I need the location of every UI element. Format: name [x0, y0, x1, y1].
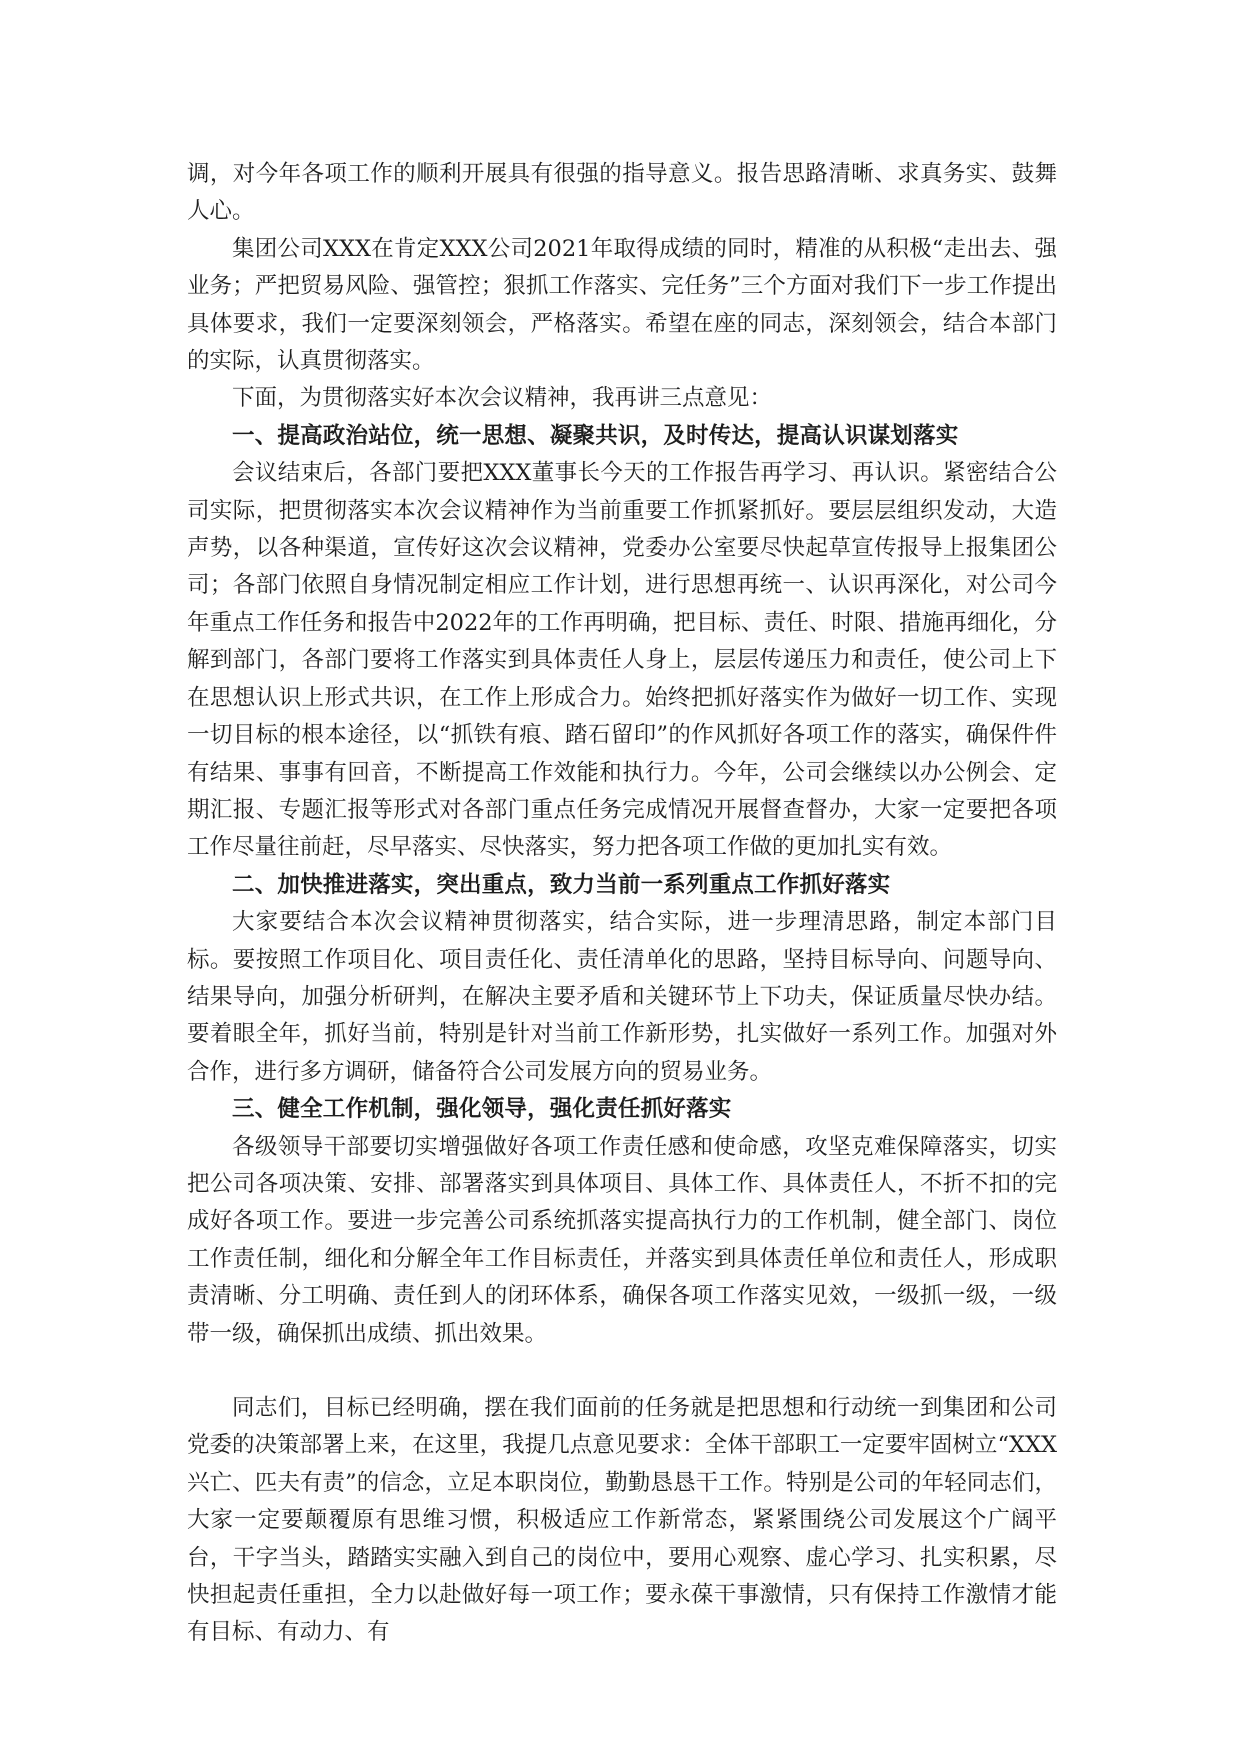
- paragraph-section-2: 大家要结合本次会议精神贯彻落实，结合实际，进一步理清思路，制定本部门目标。要按照工作项目化、项目责任化、责任清单化的思路，坚持目标导向、问题导向、结果导向，加强分析研判，在解决主要矛盾和关键环节上下功夫，保证质量尽快办结。要着眼全年，抓好当前，特别是针对当前工作新形势，扎实做好一系列工作。加强对外合作，进行多方调研，储备符合公司发展方向的贸易业务。: [187, 909, 1057, 1085]
- section-heading-1: 一、提高政治站位，统一思想、凝聚共识，及时传达，提高认识谋划落实: [232, 422, 959, 449]
- paragraph-intro-three-points: 下面，为贯彻落实好本次会议精神，我再讲三点意见：: [232, 385, 773, 412]
- section-heading-3: 三、健全工作机制，强化领导，强化责任抓好落实: [232, 1096, 732, 1123]
- paragraph-closing: 同志们，目标已经明确，摆在我们面前的任务就是把思想和行动统一到集团和公司党委的决策部署上来，在这里，我提几点意见要求：全体干部职工一定要牢固树立“XXX兴亡、匹夫有责”的信念，立足本职岗位，勤勤恳恳干工作。特别是公司的年轻同志们，大家一定要颠覆原有思维习惯，积极适应工作新常态，紧紧围绕公司发展这个广阔平台，干字当头，踏踏实实融入到自己的岗位中，要用心观察、虚心学习、扎实积累，尽快担起责任重担，全力以赴做好每一项工作；要永葆干事激情，只有保持工作激情才能有目标、有动力、有: [187, 1395, 1057, 1646]
- paragraph-group-requirements: 集团公司XXX在肯定XXX公司2021年取得成绩的同时，精准的从积极“走出去、强业务；严把贸易风险、强管控；狠抓工作落实、完任务”三个方面对我们下一步工作提出具体要求，我们一定要深刻领会，严格落实。希望在座的同志，深刻领会，结合本部门的实际，认真贯彻落实。: [187, 235, 1057, 375]
- paragraph-continuation: 调，对今年各项工作的顺利开展具有很强的指导意义。报告思路清晰、求真务实、鼓舞人心。: [187, 161, 1057, 225]
- paragraph-section-3: 各级领导干部要切实增强做好各项工作责任感和使命感，攻坚克难保障落实，切实把公司各项决策、安排、部署落实到具体项目、具体工作、具体责任人，不折不扣的完成好各项工作。要进一步完善公司系统抓落实提高执行力的工作机制，健全部门、岗位工作责任制，细化和分解全年工作目标责任，并落实到具体责任单位和责任人，形成职责清晰、分工明确、责任到人的闭环体系，确保各项工作落实见效，一级抓一级，一级带一级，确保抓出成绩、抓出效果。: [187, 1133, 1057, 1347]
- section-heading-2: 二、加快推进落实，突出重点，致力当前一系列重点工作抓好落实: [232, 871, 891, 898]
- paragraph-section-1: 会议结束后，各部门要把XXX董事长今天的工作报告再学习、再认识。紧密结合公司实际，把贯彻落实本次会议精神作为当前重要工作抓紧抓好。要层层组织发动，大造声势，以各种渠道，宣传好这次会议精神，党委办公室要尽快起草宣传报导上报集团公司；各部门依照自身情况制定相应工作计划，进行思想再统一、认识再深化，对公司今年重点工作任务和报告中2022年的工作再明确，把目标、责任、时限、措施再细化，分解到部门，各部门要将工作落实到具体责任人身上，层层传递压力和责任，使公司上下在思想认识上形式共识，在工作上形成合力。始终把抓好落实作为做好一切工作、实现一切目标的根本途径，以“抓铁有痕、踏石留印”的作风抓好各项工作的落实，确保件件有结果、事事有回音，不断提高工作效能和执行力。今年，公司会继续以办公例会、定期汇报、专题汇报等形式对各部门重点任务完成情况开展督查督办，大家一定要把各项工作尽量往前赶，尽早落实、尽快落实，努力把各项工作做的更加扎实有效。: [187, 460, 1057, 861]
- document-body: [187, 156, 1057, 1652]
- paragraph-gap: [187, 1353, 1057, 1390]
